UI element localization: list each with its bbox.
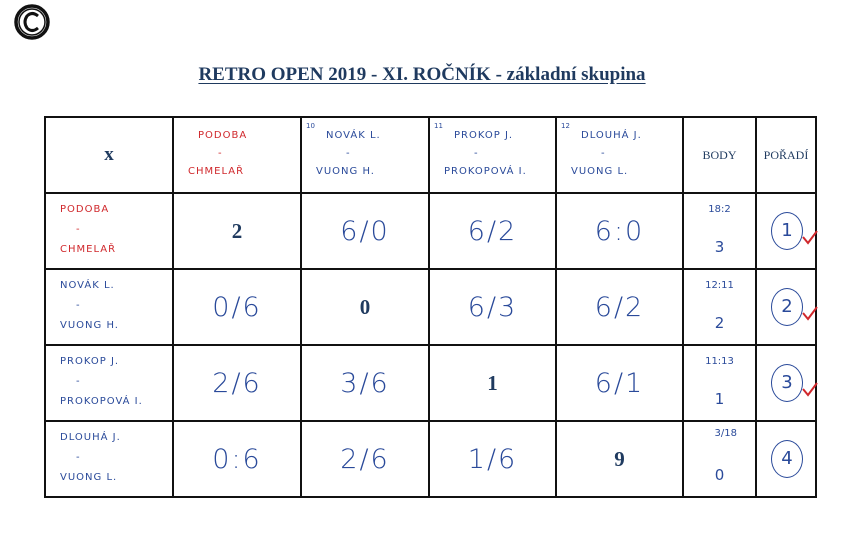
- pair-name-1: NOVÁK L.: [326, 130, 381, 141]
- score-cell: 0/6: [173, 269, 301, 345]
- results-table: [44, 116, 817, 498]
- pair-name-2: VUONG L.: [571, 166, 629, 177]
- header-pair-2: [301, 117, 429, 193]
- diagonal-cell: 1: [429, 345, 556, 421]
- pair-number: 12: [561, 122, 570, 130]
- table-row: [45, 269, 816, 345]
- page-title: RETRO OPEN 2019 - XI. ROČNÍK - základní skupina: [198, 64, 646, 85]
- table-row: [45, 421, 816, 497]
- header-pair-1: [173, 117, 301, 193]
- games-ratio: 12:11: [705, 280, 734, 291]
- rank-circle: 1: [771, 212, 803, 250]
- header-pair-3: [429, 117, 556, 193]
- table-row: [45, 345, 816, 421]
- pair-dash: -: [474, 148, 479, 159]
- games-ratio: 3/18: [714, 428, 737, 439]
- corner-cell: x: [45, 117, 173, 193]
- diagonal-cell: 2: [173, 193, 301, 269]
- pair-name-2: CHMELAŘ: [188, 166, 245, 177]
- copyright-icon: [12, 2, 52, 42]
- points-header: BODY: [683, 117, 756, 193]
- pair-dash: -: [76, 224, 81, 235]
- rank-cell: [756, 269, 816, 345]
- score-cell: 1/6: [429, 421, 556, 497]
- score-cell: 6/0: [301, 193, 429, 269]
- points-cell: [683, 269, 756, 345]
- table-row: [45, 193, 816, 269]
- pair-name-1: PODOBA: [198, 130, 248, 141]
- points-value: 2: [714, 314, 725, 332]
- rank-cell: [756, 345, 816, 421]
- row-pair-name: [45, 345, 173, 421]
- pair-dash: -: [76, 376, 81, 387]
- score-cell: 6/3: [429, 269, 556, 345]
- pair-name-2: VUONG L.: [60, 472, 118, 483]
- points-cell: [683, 345, 756, 421]
- pair-dash: -: [346, 148, 351, 159]
- pair-dash: -: [218, 148, 223, 159]
- rank-circle: 4: [771, 440, 803, 478]
- score-cell: 3/6: [301, 345, 429, 421]
- rank-cell: [756, 421, 816, 497]
- score-cell: 6/1: [556, 345, 683, 421]
- header-row: [45, 117, 816, 193]
- header-pair-4: [556, 117, 683, 193]
- score-cell: 6/2: [556, 269, 683, 345]
- pair-name-2: PROKOPOVÁ I.: [60, 396, 143, 407]
- pair-dash: -: [601, 148, 606, 159]
- games-ratio: 18:2: [708, 204, 731, 215]
- pair-name-1: DLOUHÁ J.: [60, 432, 121, 443]
- pair-name-1: NOVÁK L.: [60, 280, 115, 291]
- rank-header: POŘADÍ: [756, 117, 816, 193]
- row-pair-name: [45, 269, 173, 345]
- diagonal-cell: 9: [556, 421, 683, 497]
- row-pair-name: [45, 193, 173, 269]
- points-value: 0: [714, 466, 725, 484]
- points-value: 1: [714, 390, 725, 408]
- checkmark-icon: [801, 228, 819, 246]
- pair-name-1: PODOBA: [60, 204, 110, 215]
- points-value: 3: [714, 238, 725, 256]
- pair-name-2: PROKOPOVÁ I.: [444, 166, 527, 177]
- points-cell: [683, 193, 756, 269]
- checkmark-icon: [801, 380, 819, 398]
- pair-number: 11: [434, 122, 443, 130]
- score-cell: 0:6: [173, 421, 301, 497]
- pair-name-1: DLOUHÁ J.: [581, 130, 642, 141]
- score-cell: 2/6: [301, 421, 429, 497]
- rank-cell: [756, 193, 816, 269]
- score-cell: 6/2: [429, 193, 556, 269]
- pair-name-1: PROKOP J.: [60, 356, 120, 367]
- pair-dash: -: [76, 452, 81, 463]
- pair-name-2: VUONG H.: [316, 166, 375, 177]
- pair-dash: -: [76, 300, 81, 311]
- games-ratio: 11:13: [705, 356, 734, 367]
- rank-circle: 2: [771, 288, 803, 326]
- pair-name-2: VUONG H.: [60, 320, 119, 331]
- points-cell: [683, 421, 756, 497]
- diagonal-cell: 0: [301, 269, 429, 345]
- score-cell: 2/6: [173, 345, 301, 421]
- pair-name-1: PROKOP J.: [454, 130, 514, 141]
- rank-circle: 3: [771, 364, 803, 402]
- checkmark-icon: [801, 304, 819, 322]
- row-pair-name: [45, 421, 173, 497]
- pair-number: 10: [306, 122, 315, 130]
- score-cell: 6:0: [556, 193, 683, 269]
- pair-name-2: CHMELAŘ: [60, 244, 117, 255]
